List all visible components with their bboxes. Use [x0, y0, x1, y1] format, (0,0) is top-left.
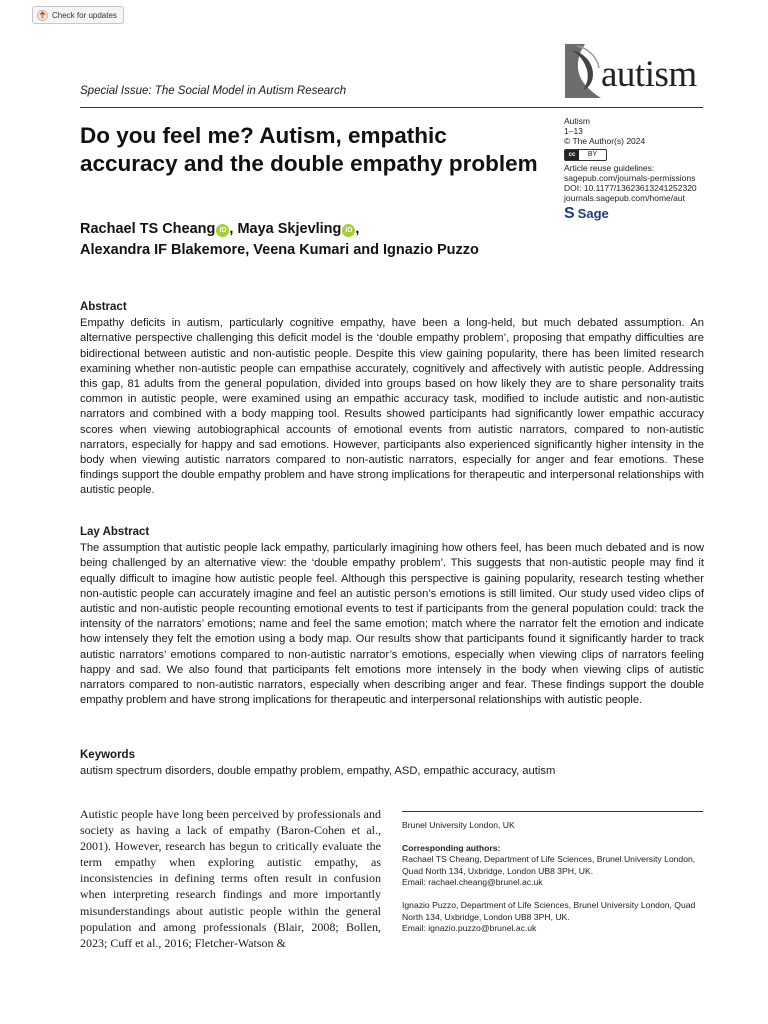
check-for-updates-button[interactable]: [32, 6, 124, 24]
lay-abstract-section: [80, 525, 704, 708]
journal-logo-text: autism: [601, 54, 697, 95]
author-list: [80, 219, 479, 261]
orcid-icon[interactable]: iD: [342, 224, 355, 237]
corresponding-author-1-email[interactable]: Email: rachael.cheang@brunel.ac.uk: [402, 877, 543, 888]
reuse-guidelines-link[interactable]: sagepub.com/journals-permissions: [564, 172, 696, 183]
copyright: © The Author(s) 2024: [564, 136, 646, 147]
keywords-text: autism spectrum disorders, double empathy problem, empathy, ASD, empathic accuracy, autism: [80, 765, 556, 778]
journal-logo: [563, 42, 697, 100]
journal-name: Autism: [564, 116, 590, 126]
abstract-text: Empathy deficits in autism, particularly cognitive empathy, have been a long-held, but much debated assumption. An alternative perspective challenging this deficit model is the ‘double empathy problem’, proposing that empathy difficulties are bidirectional between autistic and non-autistic people. Despite this view gaining popularity, there has been limited research examining whether non-autistic people can empathise accurately, cognitively and affectively with autistic people. Addressing this gap, 81 adults from the general population, divided into groups based on how likely they are to share personality traits common in autistic people, were examined using an empathic accuracy task, modified to include autistic and non-autistic narrators and combined with a body mapping tool. Results showed participants had significantly lower empathic accuracy scores when viewing autobiographical accounts of emotional events from autistic narrators, compared to non-autistic narrators, especially for happy and sad emotions. However, participants also experienced significantly higher intensity in the body when viewing autistic narrators compared to non-autistic narrators, especially for anger and fear emotions. These findings support the double empathy problem and have strong implications for therapeutic and interpersonal relationships with autistic people.: [80, 317, 704, 497]
affiliation: Brunel University London, UK: [402, 820, 515, 830]
publisher-logo: [564, 205, 697, 223]
corresponding-authors-heading: Corresponding authors:: [402, 842, 501, 853]
footnote-block: [402, 820, 703, 946]
keywords-heading: Keywords: [80, 749, 135, 761]
lay-abstract-text: The assumption that autistic people lack empathy, particularly imagining how others feel, has been much debated and is now being challenged by an alternative view: the ‘double empathy problem’. This suggests that non-autistic people may find it equally difficult to imagine how autistic people feel. Although this perspective is gaining popularity, research testing whether non-autistic people can accurately imagine and feel an autistic person’s emotions is still limited. Our study used video clips of autistic and non-autistic people recounting emotional events to test if participants from the general population could: track the intensity of the narrators’ emotions; name and feel the same emotion; match where the narrator felt the emotion and indicate how intensely they felt the emotion using a body map. Our results show that participants found it significantly harder to track autistic narrators’ emotions compared to non-autistic narrator’s emotions, especially when viewing clips of narrators feeling happy and sad. We also found that participants felt emotions more intensely in the body when viewing clips of autistic narrators compared to non-autistic narrators, especially when describing anger and fear. These findings support the double empathy problem and have strong implications for therapeutic and interpersonal relationships with autistic people.: [80, 542, 704, 707]
keywords-section: [80, 748, 704, 779]
corresponding-author-1: Rachael TS Cheang, Department of Life Sciences, Brunel University London, Quad North 134, Uxbridge, London UB8 3PH, UK.: [402, 854, 696, 876]
cc-by-license-badge[interactable]: [564, 149, 607, 161]
header-divider: [80, 107, 703, 108]
author-line-2: Alexandra IF Blakemore, Veena Kumari and Ignazio Puzzo: [80, 242, 479, 258]
by-icon: BY: [587, 150, 598, 158]
corresponding-author-2-email[interactable]: Email: ignazio.puzzo@brunel.ac.uk: [402, 923, 537, 934]
cc-icon: cc: [565, 150, 579, 160]
author-line-1: Rachael TS Cheang iD , Maya Skjevling iD ,: [80, 221, 360, 237]
journal-link[interactable]: journals.sagepub.com/home/aut: [564, 193, 685, 204]
corresponding-author-2: Ignazio Puzzo, Department of Life Sciences, Brunel University London, Quad North 134, Uxbridge, London UB8 3PH, UK.: [402, 899, 696, 922]
sage-s-icon: S: [564, 205, 575, 223]
check-for-updates-label: Check for updates: [52, 10, 117, 20]
update-icon: [37, 10, 48, 21]
journal-logo-icon: [563, 42, 603, 100]
footnote-divider: [402, 811, 703, 812]
orcid-icon[interactable]: iD: [216, 224, 229, 237]
author-name: Maya Skjevling: [237, 221, 342, 237]
lay-abstract-heading: Lay Abstract: [80, 526, 150, 538]
publisher-name: Sage: [577, 206, 609, 222]
abstract-heading: Abstract: [80, 301, 127, 313]
doi[interactable]: DOI: 10.1177/13623613241252320: [564, 183, 697, 194]
article-title: Do you feel me? Autism, empathic accuracy and the double empathy problem: [80, 123, 538, 176]
body-paragraph: Autistic people have long been perceived by professionals and society as having a lack of empathy (Baron-Cohen et al., 2001). However, research has begun to critically evaluate the term empathy when exploring autistic empathy, as inconsistencies in defining terms often result in confusion when interpreting research findings and more importantly misunderstandings about autistic people within the general population and among professionals (Blair, 2008; Bollen, 2023; Cuff et al., 2016; Fletcher-Watson &: [80, 807, 381, 950]
special-issue-label: Special Issue: The Social Model in Autism Research: [80, 85, 347, 97]
reuse-guidelines-label: Article reuse guidelines:: [564, 162, 655, 173]
article-meta: [564, 116, 697, 223]
author-name: Rachael TS Cheang: [80, 221, 216, 237]
page-range: 1–13: [564, 126, 583, 137]
abstract-section: [80, 300, 704, 499]
